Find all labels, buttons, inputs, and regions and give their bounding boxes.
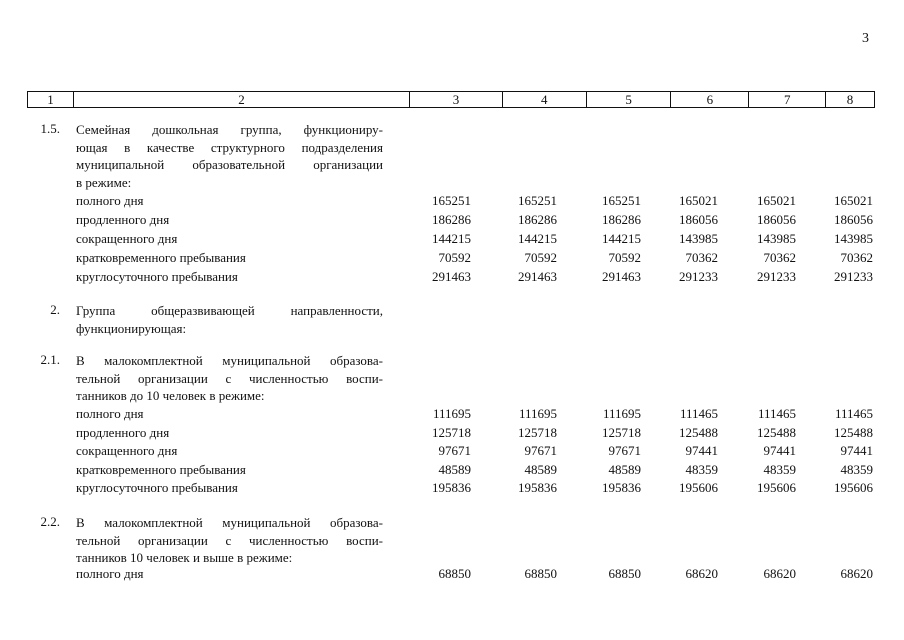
table-header-row — [27, 91, 875, 108]
row-value: 143985 — [757, 231, 796, 246]
row-value: 97441 — [840, 443, 873, 458]
section-title-line: ющая в качестве структурного подразделения — [76, 139, 383, 155]
row-value: 97671 — [524, 443, 557, 458]
row-value: 291233 — [679, 269, 718, 284]
section-title-line: в режиме: — [76, 174, 132, 190]
section-title — [76, 121, 383, 191]
section-number: 2. — [50, 302, 60, 317]
row-value: 291233 — [834, 269, 873, 284]
row-value: 143985 — [679, 231, 718, 246]
row-value: 111465 — [679, 406, 718, 421]
table-row — [0, 480, 904, 499]
row-value: 144215 — [432, 231, 471, 246]
row-label: полного дня — [76, 566, 144, 581]
row-value: 97441 — [685, 443, 718, 458]
table-row — [0, 212, 904, 231]
row-value: 111465 — [834, 406, 873, 421]
row-value: 48359 — [685, 462, 718, 477]
table-row — [0, 443, 904, 462]
row-value: 195836 — [432, 480, 471, 495]
row-value: 165021 — [834, 193, 873, 208]
row-value: 143985 — [834, 231, 873, 246]
row-value: 165251 — [518, 193, 557, 208]
row-label: полного дня — [76, 406, 144, 421]
table-row — [0, 406, 904, 425]
row-value: 291463 — [518, 269, 557, 284]
row-value: 48589 — [608, 462, 641, 477]
row-value: 165251 — [602, 193, 641, 208]
column-header: 8 — [825, 92, 874, 107]
row-label: круглосуточного пребывания — [76, 269, 238, 284]
row-value: 111695 — [432, 406, 471, 421]
row-value: 186286 — [518, 212, 557, 227]
row-value: 70592 — [438, 250, 471, 265]
row-value: 68850 — [524, 566, 557, 581]
row-label: круглосуточного пребывания — [76, 480, 238, 495]
row-value: 195836 — [602, 480, 641, 495]
section-title-line: В малокомплектной муниципальной образова- — [76, 515, 383, 530]
row-value: 70592 — [524, 250, 557, 265]
row-value: 195606 — [679, 480, 718, 495]
row-value: 144215 — [602, 231, 641, 246]
column-header: 1 — [47, 92, 54, 107]
section-title — [76, 514, 383, 567]
row-value: 111695 — [602, 406, 641, 421]
row-value: 48359 — [763, 462, 796, 477]
section-number: 2.2. — [40, 514, 60, 529]
row-value: 48589 — [524, 462, 557, 477]
table-row — [0, 462, 904, 481]
section-title-line: Группа общеразвивающей направленности, — [76, 303, 383, 318]
row-value: 165251 — [432, 193, 471, 208]
section-title-line: Семейная дошкольная группа, функциониру- — [76, 122, 383, 137]
row-label: продленного дня — [76, 212, 170, 227]
row-value: 125718 — [602, 425, 641, 440]
row-value: 291463 — [602, 269, 641, 284]
section-title — [76, 352, 383, 405]
row-value: 111695 — [518, 406, 557, 421]
row-value: 125488 — [757, 425, 796, 440]
table-row — [0, 269, 904, 288]
row-value: 125718 — [518, 425, 557, 440]
row-value: 68620 — [685, 566, 718, 581]
section-title-line: муниципальной образовательной организации — [76, 157, 383, 172]
row-value: 195606 — [834, 480, 873, 495]
row-value: 68850 — [608, 566, 641, 581]
row-label: кратковременного пребывания — [76, 462, 246, 477]
row-value: 125488 — [679, 425, 718, 440]
row-label: сокращенного дня — [76, 231, 178, 246]
row-label: продленного дня — [76, 425, 170, 440]
row-value: 97441 — [763, 443, 796, 458]
row-value: 165021 — [679, 193, 718, 208]
row-value: 68620 — [840, 566, 873, 581]
row-value: 186286 — [602, 212, 641, 227]
section-title — [76, 302, 383, 337]
row-value: 125718 — [432, 425, 471, 440]
section-title-line: танников до 10 человек в режиме: — [76, 388, 265, 403]
row-value: 165021 — [757, 193, 796, 208]
table-row — [0, 566, 904, 585]
section-title-line: тельной организации с численностью воспи- — [76, 370, 383, 386]
row-value: 186056 — [757, 212, 796, 227]
row-value: 291233 — [757, 269, 796, 284]
row-value: 68850 — [438, 566, 471, 581]
row-value: 97671 — [438, 443, 471, 458]
row-value: 195606 — [757, 480, 796, 495]
row-value: 111465 — [757, 406, 796, 421]
row-value: 48589 — [438, 462, 471, 477]
column-header: 4 — [502, 92, 586, 107]
row-value: 195836 — [518, 480, 557, 495]
column-header: 7 — [748, 92, 825, 107]
table-row — [0, 193, 904, 212]
row-value: 70362 — [685, 250, 718, 265]
row-value: 125488 — [834, 425, 873, 440]
page-number: 3 — [862, 31, 869, 46]
column-header: 5 — [586, 92, 671, 107]
row-value: 68620 — [763, 566, 796, 581]
row-value: 186056 — [679, 212, 718, 227]
table-row — [0, 231, 904, 250]
row-value: 144215 — [518, 231, 557, 246]
section-title-line: танников 10 человек и выше в режиме: — [76, 550, 293, 565]
section-number: 2.1. — [40, 352, 60, 367]
column-header: 3 — [409, 92, 502, 107]
section-title-line: В малокомплектной муниципальной образова- — [76, 353, 383, 368]
section-title-line: тельной организации с численностью воспи- — [76, 532, 383, 548]
row-value: 186286 — [432, 212, 471, 227]
row-value: 291463 — [432, 269, 471, 284]
row-value: 70592 — [608, 250, 641, 265]
row-value: 97671 — [608, 443, 641, 458]
row-value: 70362 — [840, 250, 873, 265]
column-header: 6 — [670, 92, 748, 107]
row-value: 186056 — [834, 212, 873, 227]
row-value: 70362 — [763, 250, 796, 265]
section-title-line: функционирующая: — [76, 320, 187, 336]
column-header: 2 — [73, 92, 409, 107]
table-row — [0, 250, 904, 269]
section-number: 1.5. — [40, 121, 60, 136]
table-row — [0, 425, 904, 444]
row-label: полного дня — [76, 193, 144, 208]
row-value: 48359 — [840, 462, 873, 477]
row-label: кратковременного пребывания — [76, 250, 246, 265]
row-label: сокращенного дня — [76, 443, 178, 458]
